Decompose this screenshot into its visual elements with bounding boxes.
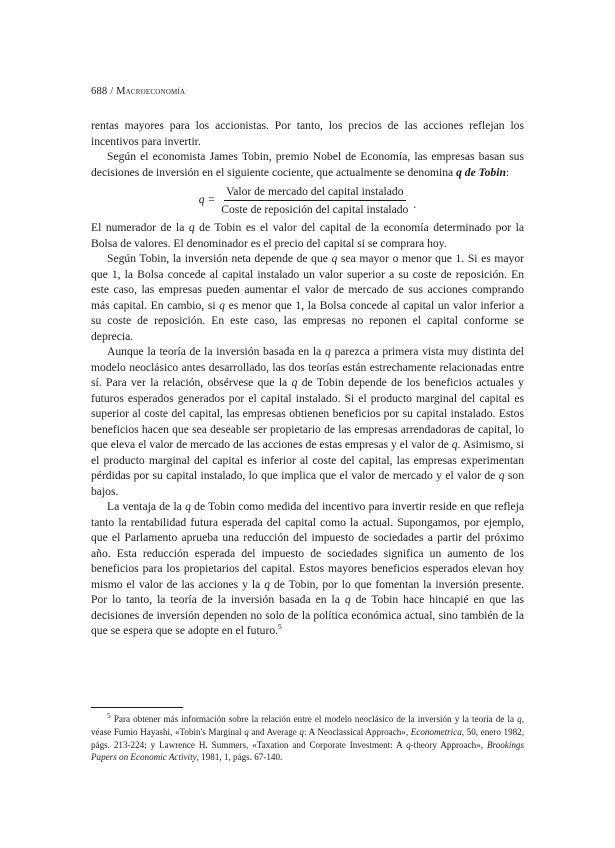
footnote	[91, 710, 524, 764]
paragraph-4	[91, 251, 524, 344]
p6-text-a: La ventaja de la	[107, 500, 186, 513]
p4-text-b: sea mayor o menor que 1. Si es mayor que 1, la Bolsa concede al capital instalado un valor superior a su coste de reposición. En este caso, las empresas pueden aumentar el valor de mercado de sus acciones comprando más capital. En cambio, si	[91, 252, 524, 312]
journal-title: Brookings Papers on Economic Activity	[91, 739, 524, 763]
q-symbol: q	[291, 376, 298, 389]
paragraph-2-text: Según el economista James Tobin, premio Nobel de Economía, las empresas basan sus decisiones de inversión en el siguiente cociente, que actualmente se denomina	[91, 150, 524, 179]
p5-text-e: son bajos.	[91, 469, 524, 498]
fn-text-e: , 50, enero 1982, págs. 213-224; y Lawrence H. Summers, «Taxation and Corporate Investment: A	[91, 726, 524, 750]
q-symbol: q	[406, 739, 411, 750]
q-de-tobin-term: q de Tobin	[456, 165, 506, 179]
p3-text-a: El numerador de la	[91, 221, 189, 234]
formula-numerator: Valor de mercado del capital instalado	[224, 184, 405, 201]
formula-period: .	[413, 197, 417, 211]
q-symbol: q	[517, 714, 522, 724]
p5-text-b: parezca a primera vista muy distinta del modelo neoclásico antes desarrollado, las dos teorías están estrechamente relacionadas entre sí. Para ver la relación, obsérvese que la	[91, 345, 524, 389]
page-number: 688	[91, 86, 108, 97]
q-symbol: q	[451, 438, 458, 451]
paragraph-3	[91, 220, 524, 251]
footnote-divider	[91, 707, 183, 708]
fn-text-a: Para obtener más información sobre la relación entre el modelo neoclásico de la inversión y la teoría de la	[110, 714, 518, 724]
q-symbol: q	[188, 221, 195, 234]
paragraph-6	[91, 499, 524, 639]
paragraph-1: rentas mayores para los accionistas. Por tanto, los precios de las acciones reflejan los incentivos para invertir.	[91, 119, 524, 148]
q-symbol: q	[219, 298, 225, 312]
p5-text-c: de Tobin depende de los beneficios actuales y futuros esperados generados por el capital instalado. Si el producto marginal del capital es superior al coste del capital, las empresas obtienen beneficios por su capital instalado. Estos beneficios hacen que sea deseable ser propietario de las empresas arrendadoras de capital, lo que eleva el valor de mercado de las acciones de estas empresas y el valor de	[91, 376, 524, 451]
paragraph-2-colon: :	[505, 165, 510, 179]
p3-text-b: de Tobin es el valor del capital de la economía determinado por la Bolsa de valores. El denominador es el precio del capital si se comprara hoy.	[91, 221, 524, 250]
formula-fraction	[219, 184, 410, 217]
footnote-reference[interactable]: 5	[278, 622, 282, 632]
p4-text-a: Según Tobin, la inversión neta depende de que	[107, 252, 332, 265]
header-separator: /	[110, 86, 114, 97]
q-symbol: q	[324, 345, 331, 358]
formula-lhs: q =	[198, 193, 216, 207]
fn-text-g: , 1981, 1, págs. 67-140.	[196, 752, 283, 763]
fn-text-f: -theory Approach»,	[410, 739, 487, 750]
paragraph-2	[91, 149, 524, 180]
book-title: Macroeconomía	[116, 86, 186, 97]
q-symbol: q	[331, 252, 338, 265]
journal-title: Econometrica	[410, 726, 462, 737]
q-symbol: q	[185, 500, 191, 513]
p4-text-c: es menor que 1, la Bolsa concede al capital un valor inferior a su coste de reposición. En este caso, las empresas no reponen el capital conforme se deprecia.	[91, 298, 524, 343]
p6-text-c: de Tobin, por lo que fomentan la inversión presente. Por lo tanto, la teoría de la inversión basada en la	[91, 577, 524, 606]
q-symbol: q	[344, 593, 351, 606]
p5-text-a: Aunque la teoría de la inversión basada en la	[107, 345, 325, 358]
p5-text-d: . Asimismo, si el producto marginal del capital es inferior al coste del capital, las empresas experimentan pérdidas por su capital instalado, lo que implica que el valor de mercado y el valor de	[91, 438, 525, 482]
running-header	[91, 86, 185, 97]
p6-text-b: de Tobin como medida del incentivo para invertir reside en que refleja tanto la rentabilidad futura esperada del capital como la actual. Supongamos, por ejemplo, que el Parlamento aprueba una reducción del impuesto de sociedades a partir del próximo año. Esta reducción esperada del impuesto de sociedades significa un aumento de los beneficios para los propietarios del capital. Estos mayores beneficios esperados elevan hoy mismo el valor de las acciones y la	[91, 500, 524, 591]
q-symbol: q	[244, 726, 249, 737]
paragraph-5	[91, 344, 524, 499]
footnote-number: 5	[107, 710, 111, 720]
body-text	[91, 118, 524, 639]
fn-text-b: , véase Fumio Hayashi, «Tobin's Marginal	[91, 714, 524, 737]
q-symbol: q	[299, 726, 304, 737]
formula-denominator: Coste de reposición del capital instalado	[221, 202, 409, 216]
fn-text-d: : A Neoclassical Approach»,	[303, 726, 411, 737]
fn-text-c: and Average	[248, 726, 300, 737]
p6-text-d: de Tobin hace hincapié en que las decisiones de inversión dependen no solo de la política económica actual, sino también de la que se espera que se adopte en el futuro.	[91, 593, 524, 637]
tobin-q-formula	[91, 182, 524, 218]
q-symbol: q	[498, 469, 505, 482]
q-symbol: q	[264, 577, 270, 591]
